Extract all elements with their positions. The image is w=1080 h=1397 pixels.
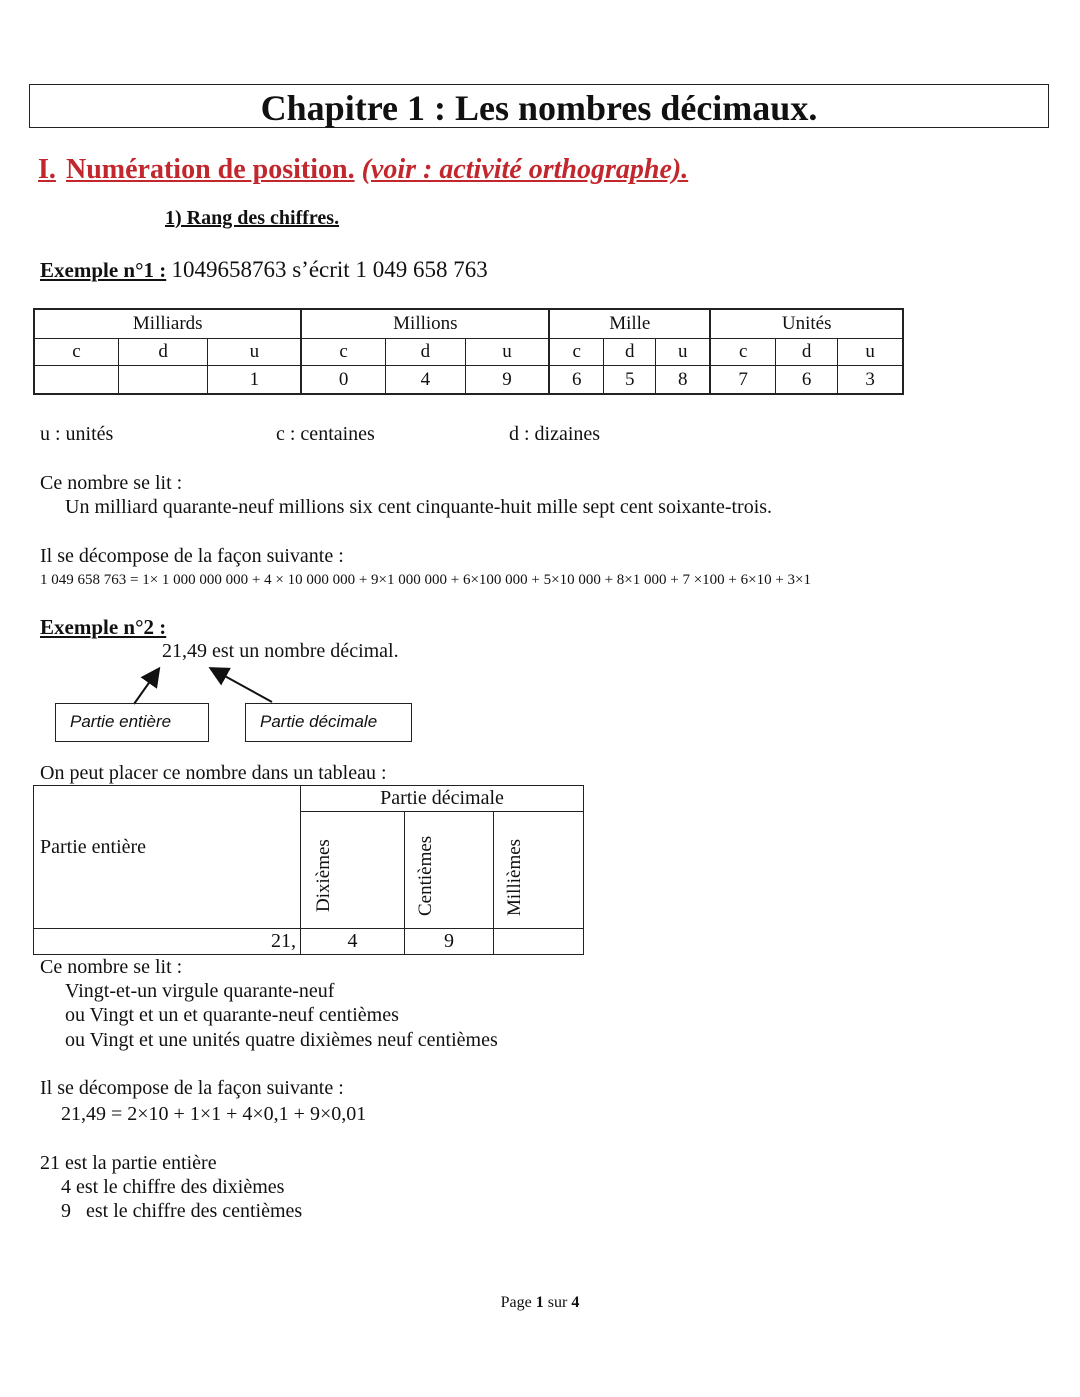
example1-text: 1049658763 s’écrit 1 049 658 763 xyxy=(171,257,488,282)
example2-label: Exemple n°2 : xyxy=(40,615,167,639)
legend-units: u : unités xyxy=(40,423,114,445)
decimal-header: Partie décimale xyxy=(300,785,584,812)
digit-cell: 6 xyxy=(775,366,837,395)
hundredths-value: 9 xyxy=(404,928,494,955)
example2-text: 21,49 est un nombre décimal. xyxy=(162,640,399,662)
rank-letter: d xyxy=(118,339,207,366)
example2 xyxy=(40,615,166,640)
section-note: (voir : activité orthographe). xyxy=(361,154,689,185)
digit-cell xyxy=(118,366,207,395)
note-hundredths-digit: 9 xyxy=(61,1200,71,1222)
digit-cell: 1 xyxy=(208,366,302,395)
digit-cell: 6 xyxy=(549,366,604,395)
integer-header: Partie entière xyxy=(40,836,147,858)
digit-cell: 9 xyxy=(465,366,549,395)
rank-letter: u xyxy=(838,339,903,366)
rank-letter: c xyxy=(549,339,604,366)
note-hundredths xyxy=(61,1200,302,1223)
digit-cell: 7 xyxy=(710,366,775,395)
digit-cell: 0 xyxy=(301,366,385,395)
group-header: Unités xyxy=(710,309,903,339)
arrow-to-integer xyxy=(134,670,158,704)
group-header: Mille xyxy=(549,309,710,339)
decomp1-formula: 1 049 658 763 = 1× 1 000 000 000 + 4 × 10 000 000 + 9×1 000 000 + 6×100 000 + 5×10 000 + 8×1 000 + 7 ×100 + 6×10 + 3×1 xyxy=(40,572,812,588)
legend-hundreds: c : centaines xyxy=(276,423,375,445)
section-heading xyxy=(38,154,688,186)
rank-letter: u xyxy=(208,339,302,366)
reading1-intro: Ce nombre se lit : xyxy=(40,472,183,494)
page-title: Chapitre 1 : Les nombres décimaux. xyxy=(260,88,818,128)
integer-header-cell xyxy=(33,785,301,929)
rank-letter: d xyxy=(604,339,656,366)
reading2-line: Vingt-et-un virgule quarante-neuf xyxy=(65,980,335,1002)
section-number: I. xyxy=(38,154,56,185)
col-thousandths-label: Millièmes xyxy=(504,838,525,916)
rank-letter: u xyxy=(656,339,711,366)
rank-letter: c xyxy=(301,339,385,366)
place-value-table xyxy=(33,308,904,395)
decomp2-intro: Il se décompose de la façon suivante : xyxy=(40,1077,344,1099)
reading1-text: Un milliard quarante-neuf millions six cent cinquante-huit mille sept cent soixante-trois. xyxy=(65,496,773,518)
footer-page-number: 1 xyxy=(535,1294,544,1311)
subsection-title: 1) Rang des chiffres. xyxy=(165,207,340,229)
digit-cell: 4 xyxy=(385,366,465,395)
col-hundredths-label: Centièmes xyxy=(415,835,436,916)
rank-letter: c xyxy=(710,339,775,366)
footer-total-pages: 4 xyxy=(571,1294,580,1311)
note-hundredths-text: est le chiffre des centièmes xyxy=(86,1200,303,1222)
footer-sur: sur xyxy=(547,1294,568,1311)
col-tenths-header xyxy=(300,811,405,929)
digit-cell: 8 xyxy=(656,366,711,395)
digit-cell xyxy=(34,366,118,395)
box-decimal-part: Partie décimale xyxy=(245,703,412,742)
title-box xyxy=(29,84,1049,128)
example1-label: Exemple n°1 : xyxy=(40,258,167,282)
rank-letter: d xyxy=(385,339,465,366)
integer-value: 21, xyxy=(33,928,301,955)
arrow-to-decimal xyxy=(212,669,272,702)
decomp1-intro: Il se décompose de la façon suivante : xyxy=(40,545,344,567)
rank-letter: c xyxy=(34,339,118,366)
col-tenths-label: Dixièmes xyxy=(313,839,334,912)
rank-letter: u xyxy=(465,339,549,366)
decimal-table xyxy=(33,785,584,955)
reading2-line: ou Vingt et une unités quatre dixièmes neuf centièmes xyxy=(65,1029,498,1051)
digit-cell: 3 xyxy=(838,366,903,395)
note-tenths: 4 est le chiffre des dixièmes xyxy=(61,1176,285,1198)
box-integer-part: Partie entière xyxy=(55,703,209,742)
legend-tens: d : dizaines xyxy=(509,423,601,445)
col-hundredths-header xyxy=(404,811,494,929)
group-header: Millions xyxy=(301,309,549,339)
example1 xyxy=(40,257,488,283)
reading2-line: ou Vingt et un et quarante-neuf centièmes xyxy=(65,1004,399,1026)
tenths-value: 4 xyxy=(300,928,405,955)
digit-cell: 5 xyxy=(604,366,656,395)
reading2-intro: Ce nombre se lit : xyxy=(40,956,183,978)
decomp2-formula: 21,49 = 2×10 + 1×1 + 4×0,1 + 9×0,01 xyxy=(61,1103,367,1125)
page-footer xyxy=(0,1294,1080,1312)
footer-page-word: Page xyxy=(500,1294,532,1311)
group-header: Milliards xyxy=(34,309,301,339)
note-integer: 21 est la partie entière xyxy=(40,1152,217,1174)
rank-letter: d xyxy=(775,339,837,366)
decimal-table-intro: On peut placer ce nombre dans un tableau : xyxy=(40,762,387,784)
section-title: Numération de position. xyxy=(66,154,355,185)
col-thousandths-header xyxy=(493,811,584,929)
thousandths-value xyxy=(493,928,584,955)
